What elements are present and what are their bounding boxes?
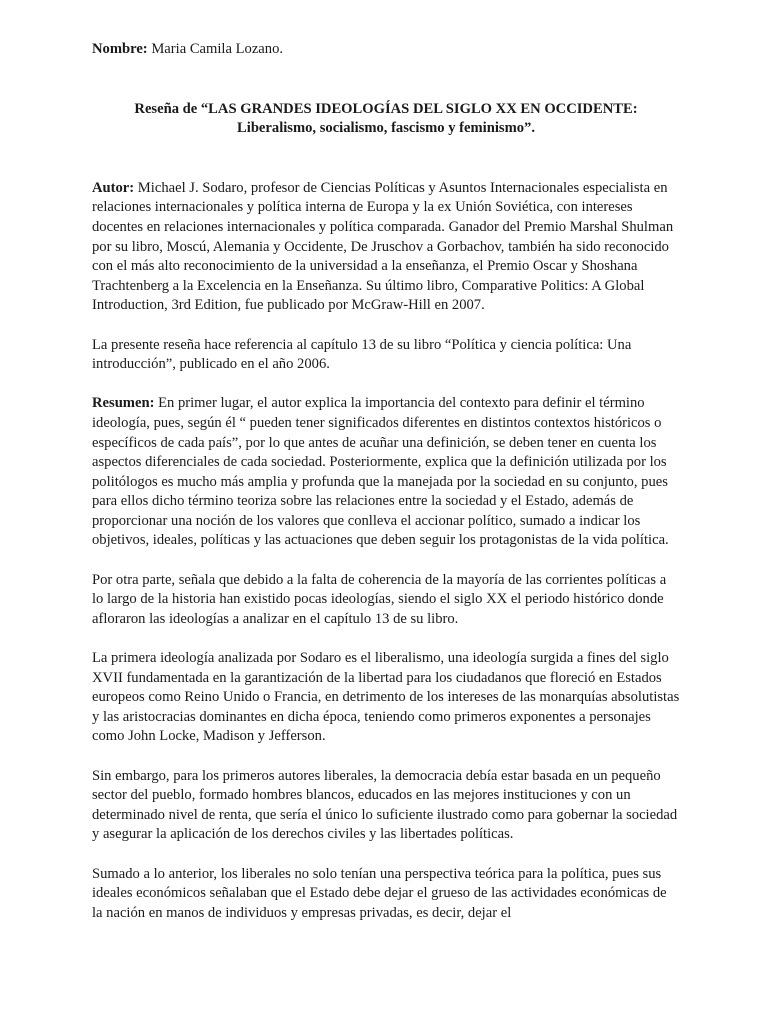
author-text: Michael J. Sodaro, profesor de Ciencias Políticas y Asuntos Internacionales especialista en relaciones internacionales y política interna de Europa y la ex Unión Soviética, con intereses docentes en relaciones internacionales y política comparada. Ganador del Premio Marshal Shulman por su libro, Moscú, Alemania y Occidente, De Jruschov a Gorbachov, también ha sido reconocido con el más alto reconocimiento de la universidad a la enseñanza, el Premio Oscar y Shoshana Trachtenberg a la Excelencia en la Enseñanza. Su último libro, Comparative Politics: A Global Introduction, 3rd Edition, fue publicado por McGraw-Hill en 2007. (92, 179, 674, 314)
summary-text: En primer lugar, el autor explica la importancia del contexto para definir el término ideología, pues, según él “ pueden tener significados diferentes en distintos contextos históricos o específicos de cada país”, por lo que antes de acuñar una definición, se deben tener en cuenta los aspectos diferenciales de cada sociedad. Posteriormente, explica que la definición utilizada por los politólogos es mucho más amplia y profunda que la manejada por la sociedad en su conjunto, pues para ellos dicho término teoriza sobre las relaciones entre la sociedad y el Estado, además de proporcionar una noción de los valores que conlleva el accionar político, sumado a indicar los objetivos, ideales, políticas y las actuaciones que deben seguir los protagonistas de la vida política. (92, 395, 669, 549)
summary-label: Resumen: (92, 395, 155, 412)
student-name-line (92, 40, 680, 60)
title-line-1: Reseña de “LAS GRANDES IDEOLOGÍAS DEL SIGLO XX EN OCCIDENTE: (134, 100, 638, 117)
paragraph-liberalism: La primera ideología analizada por Sodaro es el liberalismo, una ideología surgida a fines del siglo XVII fundamentada en la garantización de la libertad para los ciudadanos que floreció en Estados europeos como Reino Unido o Francia, en detrimento de los intereses de las monarquías absolutistas y las aristocracias dominantes en dicha época, teniendo como primeros exponentes a personajes como John Locke, Madison y Jefferson. (92, 650, 680, 745)
name-value: Maria Camila Lozano. (147, 41, 284, 57)
reference-paragraph: La presente reseña hace referencia al capítulo 13 de su libro “Política y ciencia política: Una introducción”, publicado en el año 2006. (92, 336, 632, 373)
name-label: Nombre: (92, 41, 148, 57)
paragraph-ideologies: Por otra parte, señala que debido a la falta de coherencia de la mayoría de las corrientes políticas a lo largo de la historia han existido pocas ideologías, siendo el siglo XX el periodo histórico donde afloraron las ideologías a analizar en el capítulo 13 de su libro. (92, 571, 667, 627)
author-label: Autor: (92, 179, 135, 196)
author-paragraph (92, 179, 680, 316)
document-title (92, 100, 680, 139)
title-line-2: Liberalismo, socialismo, fascismo y feminismo”. (237, 120, 535, 137)
paragraph-economics: Sumado a lo anterior, los liberales no solo tenían una perspectiva teórica para la política, pues sus ideales económicos señalaban que el Estado debe dejar el grueso de las actividades económicas de la nación en manos de individuos y empresas privadas, es decir, dejar el (92, 865, 667, 921)
summary-paragraph (92, 394, 680, 551)
paragraph-early-liberals: Sin embargo, para los primeros autores liberales, la democracia debía estar basada en un pequeño sector del pueblo, formado hombres blancos, educados en las mejores instituciones y con un determinado nivel de renta, que sería el único lo suficiente ilustrado como para gobernar la sociedad y asegurar la aplicación de los derechos civiles y las libertades políticas. (92, 767, 678, 843)
